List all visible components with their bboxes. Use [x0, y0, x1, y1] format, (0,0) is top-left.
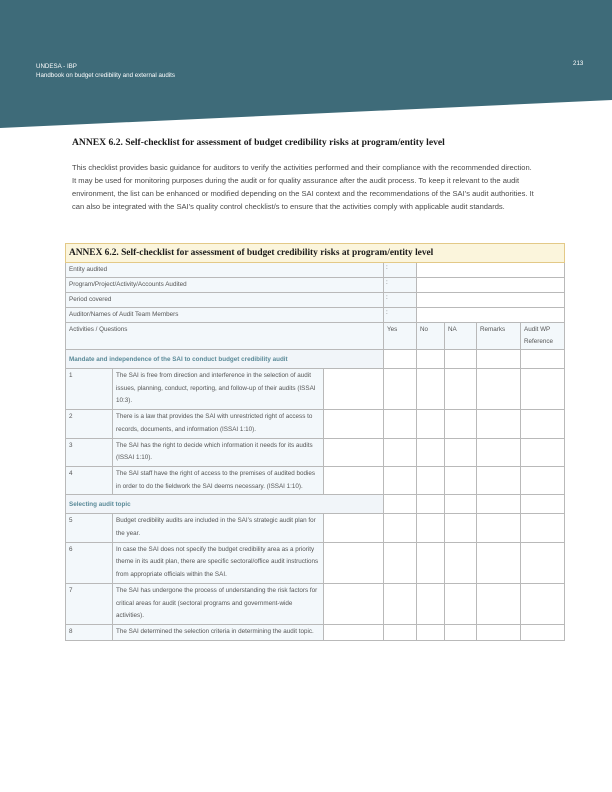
item-spacer-cell	[324, 369, 384, 410]
section-title: Selecting audit topic	[66, 495, 384, 514]
section-na-cell	[445, 495, 477, 514]
item-question: The SAI is free from direction and interference in the selection of audit issues, planning, conduct, reporting, and follow-up of their audits (ISSAI 10:3).	[113, 369, 324, 410]
wp-reference-cell[interactable]	[521, 410, 565, 438]
wp-reference-cell[interactable]	[521, 542, 565, 583]
no-cell[interactable]	[417, 542, 445, 583]
item-number: 8	[66, 624, 113, 640]
meta-colon: :	[384, 293, 417, 308]
item-spacer-cell	[324, 438, 384, 466]
meta-row	[66, 263, 565, 278]
meta-value-field[interactable]	[417, 263, 565, 278]
meta-value-field[interactable]	[417, 293, 565, 308]
item-number: 3	[66, 438, 113, 466]
annex-title: ANNEX 6.2. Self-checklist for assessment of budget credibility risks at program/entity level	[72, 137, 445, 148]
item-question: The SAI staff have the right of access to the premises of audited bodies in order to do the fieldwork the SAI deems necessary. (ISSAI 1:10).	[113, 466, 324, 494]
item-spacer-cell	[324, 583, 384, 624]
col-wp-reference-header: Audit WP Reference	[521, 323, 565, 350]
wp-reference-cell[interactable]	[521, 369, 565, 410]
table-row	[66, 410, 565, 438]
table-row	[66, 624, 565, 640]
section-wp-reference-cell	[521, 495, 565, 514]
page-number: 213	[573, 60, 584, 67]
item-number: 6	[66, 542, 113, 583]
table-row	[66, 438, 565, 466]
table-row	[66, 583, 565, 624]
yes-cell[interactable]	[384, 369, 417, 410]
yes-cell[interactable]	[384, 410, 417, 438]
meta-colon: :	[384, 308, 417, 323]
yes-cell[interactable]	[384, 624, 417, 640]
meta-value-field[interactable]	[417, 278, 565, 293]
yes-cell[interactable]	[384, 542, 417, 583]
item-spacer-cell	[324, 466, 384, 494]
item-number: 4	[66, 466, 113, 494]
col-na-header: NA	[445, 323, 477, 350]
item-number: 5	[66, 514, 113, 542]
remarks-cell[interactable]	[477, 514, 521, 542]
item-question: In case the SAI does not specify the budget credibility area as a priority theme in its audit plan, there are specific sectoral/office audit instructions from appropriate officials within the SAI.	[113, 542, 324, 583]
section-wp-reference-cell	[521, 350, 565, 369]
meta-colon: :	[384, 263, 417, 278]
no-cell[interactable]	[417, 369, 445, 410]
remarks-cell[interactable]	[477, 369, 521, 410]
checklist-table	[65, 243, 565, 641]
na-cell[interactable]	[445, 438, 477, 466]
meta-label: Period covered	[66, 293, 384, 308]
no-cell[interactable]	[417, 466, 445, 494]
col-remarks-header: Remarks	[477, 323, 521, 350]
no-cell[interactable]	[417, 410, 445, 438]
na-cell[interactable]	[445, 624, 477, 640]
na-cell[interactable]	[445, 583, 477, 624]
item-question: The SAI has undergone the process of understanding the risk factors for critical areas for audit (sectoral programs and government-wide activities).	[113, 583, 324, 624]
remarks-cell[interactable]	[477, 410, 521, 438]
header-subtitle: Handbook on budget credibility and external audits	[36, 72, 175, 79]
no-cell[interactable]	[417, 438, 445, 466]
item-spacer-cell	[324, 410, 384, 438]
na-cell[interactable]	[445, 466, 477, 494]
yes-cell[interactable]	[384, 583, 417, 624]
table-row	[66, 514, 565, 542]
column-header-row	[66, 323, 565, 350]
section-no-cell	[417, 350, 445, 369]
meta-row	[66, 293, 565, 308]
remarks-cell[interactable]	[477, 583, 521, 624]
meta-row	[66, 278, 565, 293]
wp-reference-cell[interactable]	[521, 624, 565, 640]
header-organization: UNDESA - IBP	[36, 63, 77, 70]
na-cell[interactable]	[445, 410, 477, 438]
no-cell[interactable]	[417, 583, 445, 624]
table-row	[66, 466, 565, 494]
wp-reference-cell[interactable]	[521, 466, 565, 494]
item-spacer-cell	[324, 514, 384, 542]
section-no-cell	[417, 495, 445, 514]
meta-label: Auditor/Names of Audit Team Members	[66, 308, 384, 323]
table-title: ANNEX 6.2. Self-checklist for assessment of budget credibility risks at program/entity level	[66, 244, 565, 263]
remarks-cell[interactable]	[477, 466, 521, 494]
header-banner	[0, 0, 612, 130]
remarks-cell[interactable]	[477, 438, 521, 466]
col-activities-header: Activities / Questions	[66, 323, 384, 350]
intro-paragraph: This checklist provides basic guidance for auditors to verify the activities performed and their compliance with the recommended direction. It may be used for monitoring purposes during the audit or for quality assurance after the audit process. To keep it relevant to the audit environment, the list can be enhanced or modified depending on the SAI context and the recommendations of the SAI’s audit authorities. It can also be integrated with the SAI’s quality control checklist/s to ensure that the activities comply with applicable audit standards.	[72, 163, 534, 211]
item-question: The SAI has the right to decide which information it needs for its audits (ISSAI 1:10).	[113, 438, 324, 466]
item-question: The SAI determined the selection criteria in determining the audit topic.	[113, 624, 324, 640]
yes-cell[interactable]	[384, 466, 417, 494]
wp-reference-cell[interactable]	[521, 514, 565, 542]
meta-label: Entity audited	[66, 263, 384, 278]
remarks-cell[interactable]	[477, 624, 521, 640]
section-na-cell	[445, 350, 477, 369]
section-remarks-cell	[477, 350, 521, 369]
item-number: 2	[66, 410, 113, 438]
meta-label: Program/Project/Activity/Accounts Audited	[66, 278, 384, 293]
item-question: There is a law that provides the SAI with unrestricted right of access to records, documents, and information (ISSAI 1:10).	[113, 410, 324, 438]
col-no-header: No	[417, 323, 445, 350]
item-number: 7	[66, 583, 113, 624]
table-row	[66, 542, 565, 583]
yes-cell[interactable]	[384, 514, 417, 542]
meta-row	[66, 308, 565, 323]
item-number: 1	[66, 369, 113, 410]
no-cell[interactable]	[417, 624, 445, 640]
no-cell[interactable]	[417, 514, 445, 542]
section-yes-cell	[384, 350, 417, 369]
na-cell[interactable]	[445, 369, 477, 410]
wp-reference-cell[interactable]	[521, 583, 565, 624]
item-spacer-cell	[324, 624, 384, 640]
section-remarks-cell	[477, 495, 521, 514]
section-title: Mandate and independence of the SAI to conduct budget credibility audit	[66, 350, 384, 369]
remarks-cell[interactable]	[477, 542, 521, 583]
col-yes-header: Yes	[384, 323, 417, 350]
table-row	[66, 369, 565, 410]
item-spacer-cell	[324, 542, 384, 583]
meta-value-field[interactable]	[417, 308, 565, 323]
na-cell[interactable]	[445, 542, 477, 583]
section-row	[66, 350, 565, 369]
section-yes-cell	[384, 495, 417, 514]
section-row	[66, 495, 565, 514]
meta-colon: :	[384, 278, 417, 293]
na-cell[interactable]	[445, 514, 477, 542]
wp-reference-cell[interactable]	[521, 438, 565, 466]
item-question: Budget credibility audits are included in the SAI’s strategic audit plan for the year.	[113, 514, 324, 542]
yes-cell[interactable]	[384, 438, 417, 466]
